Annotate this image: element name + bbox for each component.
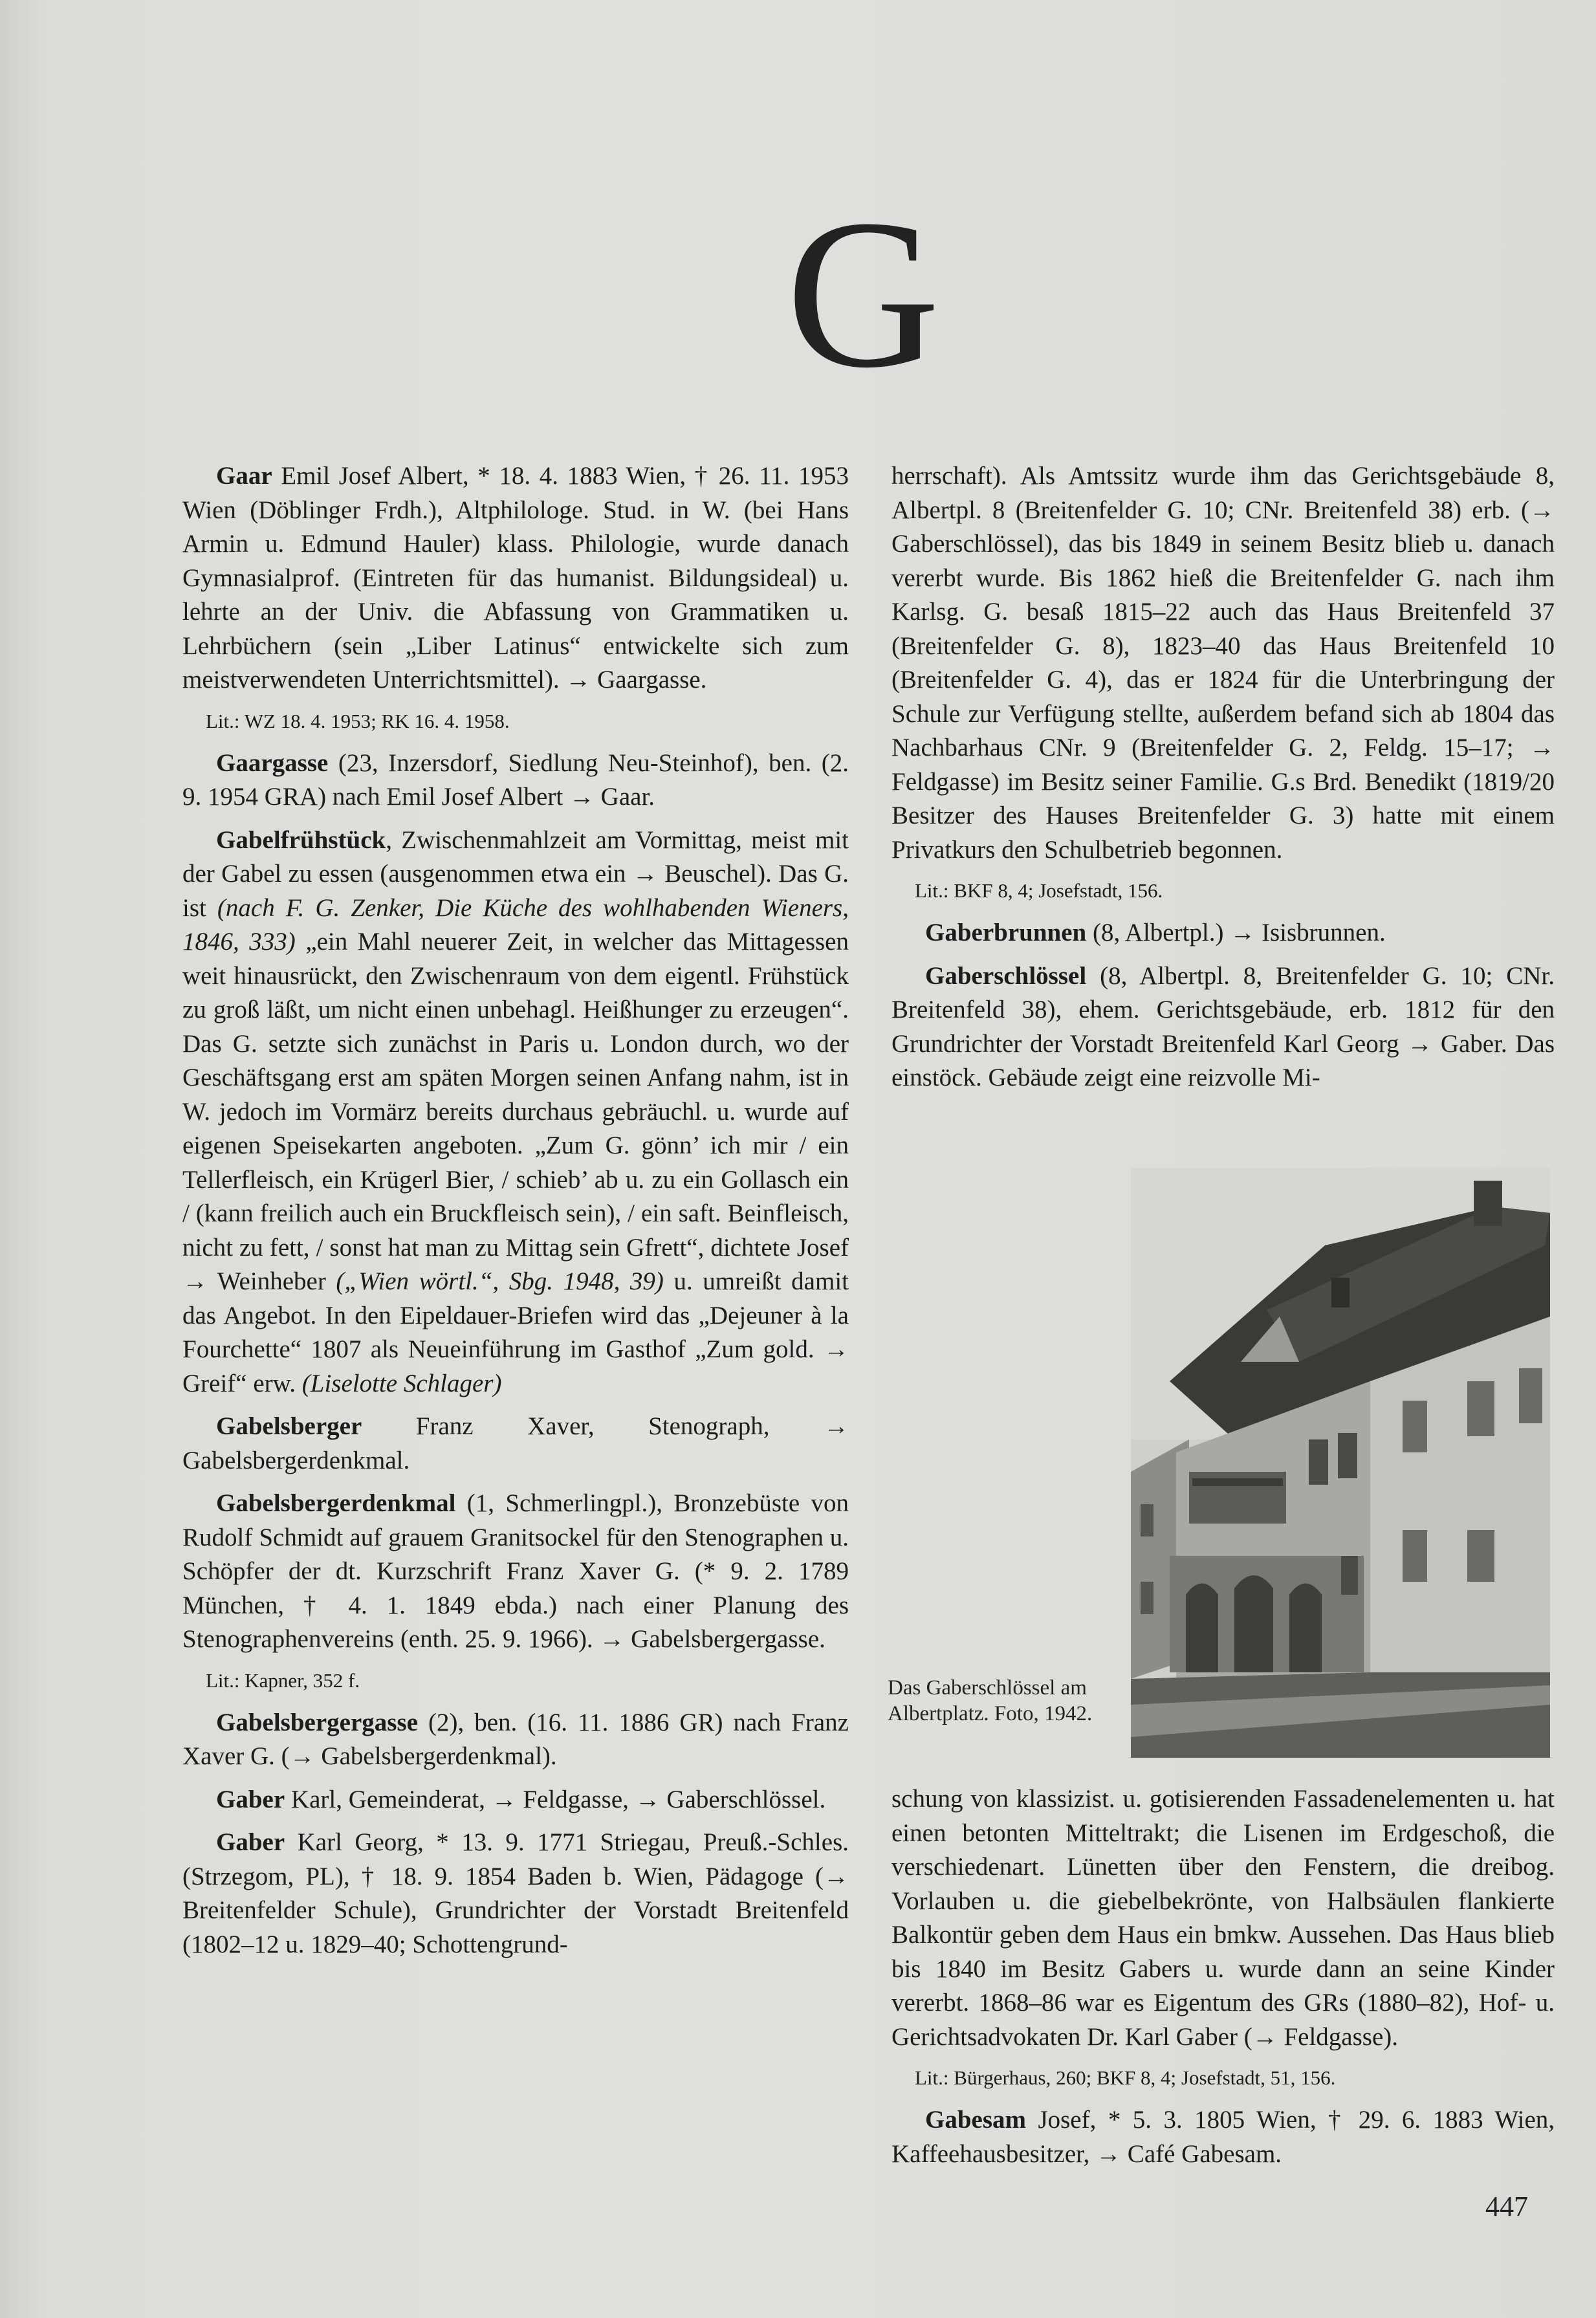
headword: Gaar [216,462,272,490]
figure-caption: Das Gaberschlössel am Albertplatz. Foto, 1942. [888,1676,1093,1725]
entry-gabelfruehstueck [182,824,849,1401]
entry-text: (23, Inzersdorf, Siedlung Neu-Steinhof), ben. (2. 9. 1954 GRA) nach Emil Josef Albert → Gaar. [182,749,849,811]
headword: Gaber [216,1828,285,1856]
entry-gaberbrunnen [891,916,1555,950]
entry-text: Karl Georg, * 13. 9. 1771 Striegau, Preuß.-Schles. (Strzegom, PL), † 18. 9. 1854 Baden b. Wien, Pädagoge (→ Breitenfelder Schule), Grundrichter der Vorstadt Breitenfeld (1802–12 u. 1829–40; Schottengrund- [182,1828,849,1958]
section-letter: G [786,176,941,412]
citation: („Wien wörtl.“, Sbg. 1948, 39) [336,1267,664,1295]
right-column-bottom [891,1782,1555,2180]
headword: Gabelsbergergasse [216,1708,418,1736]
citation: (nach F. G. Zenker, Die Küche des wohlhabenden Wieners, 1846, 333) [182,893,849,956]
entry-gaber-karl-georg [182,1826,849,1962]
entry-text: (8, Albertpl.) → Isisbrunnen. [1086,919,1386,946]
entry-text: Franz Xaver, Stenograph, → Gabelsbergerdenkmal. [182,1412,849,1474]
entry-text: Josef, * 5. 3. 1805 Wien, † 29. 6. 1883 Wien, Kaffeehausbesitzer, → Café Gabesam. [891,2106,1555,2168]
page-number: 447 [1485,2191,1528,2222]
headword: Gabesam [925,2106,1026,2134]
left-column [182,459,849,1971]
entry-gabelsbergerdenkmal [182,1487,849,1657]
headword: Gaberschlössel [925,961,1087,990]
headword: Gabelsberger [216,1412,362,1440]
headword: Gabelfrühstück [216,826,386,854]
entry-gabelsbergergasse [182,1706,849,1774]
entry-text: Karl, Gemeinderat, → Feldgasse, → Gaberschlössel. [285,1785,826,1813]
literature-note: Lit.: Bürgerhaus, 260; BKF 8, 4; Josefstadt, 51, 156. [915,2066,1336,2089]
gaberschloessel-photo [1131,1168,1550,1758]
entry-gabesam [891,2103,1555,2171]
entry-text: (8, Albertpl. 8, Breitenfelder G. 10; CNr. Breitenfeld 38), ehem. Gerichtsgebäude, erb. 1812 für den Grundrichter der Vorstadt Breitenfeld Karl Georg → Gaber. Das einstöck. Gebäude zeigt eine reizvolle Mi- [891,961,1555,1091]
headword: Gaber [216,1785,285,1813]
headword: Gaberbrunnen [925,919,1087,946]
entry-text: , Zwischenmahlzeit am Vormittag, meist mit der Gabel zu essen (ausgenommen etwa ein → Beuschel). Das G. ist [182,826,849,922]
building-illustration [1131,1168,1550,1758]
headword: Gaargasse [216,749,329,777]
entry-gaber-karl [182,1783,849,1817]
literature-note: Lit.: WZ 18. 4. 1953; RK 16. 4. 1958. [206,709,510,732]
entry-text: (1, Schmerlingpl.), Bronzebüste von Rudolf Schmidt auf grauem Granitsockel für den Stenographen u. Schöpfer der dt. Kurzschrift Franz Xaver G. (* 9. 2. 1789 München, † 4. 1. 1849 ebda.) nach einer Planung des Stenographenvereins (enth. 25. 9. 1966). → Gabelsbergergasse. [182,1489,849,1653]
entry-text: „ein Mahl neuerer Zeit, in welcher das Mittagessen weit hinausrückt, den Zwischenraum von dem eigentl. Frühstück zu groß läßt, um nicht einen unbehagl. Heißhunger zu erzeugen“. Das G. setzte sich zunächst in Paris u. London durch, wo der Geschäftsgang erst am späten Morgen seinen Anfang nahm, ist in W. jedoch im Vormärz bereits durchaus gebräuchl. u. wurde auf eigenen Speisekarten angeboten. „Zum G. gönn’ ich mir / ein Tellerfleisch, ein Krügerl Bier, / schieb’ ab u. zu ein Gollasch ein / (kann freilich auch ein Bruckfleisch sein), / ein saft. Beinfleisch, nicht zu fett, / sonst hat man zu Mittag sein Gfrett“, dichtete Josef → Weinheber [182,928,849,1295]
entry-continuation: schung von klassizist. u. gotisierenden Fassadenelementen u. hat einen betonten Mitteltrakt; die Lisenen im Erdgeschoß, die verschiedenart. Lünetten über den Fenstern, die dreibog. Vorlauben u. die giebelbekrönte, von Halbsäulen flankierte Balkontür geben dem Haus ein bmkw. Aussehen. Das Haus blieb bis 1840 im Besitz Gabers u. wurde dann an seine Kinder vererbt. 1868–86 war es Eigentum des GRs (1880–82), Hof- u. Gerichtsadvokaten Dr. Karl Gaber (→ Feldgasse). [891,1785,1555,2051]
right-column-top [891,459,1555,1104]
entry-text: Emil Josef Albert, * 18. 4. 1883 Wien, † 26. 11. 1953 Wien (Döblinger Frdh.), Altphilologe. Stud. in W. (bei Hans Armin u. Edmund Hauler) klass. Philologie, wurde danach Gymnasialprof. (Eintreten für das humanist. Bildungsideal) u. lehrte an der Univ. die Abfassung von Grammatiken u. Lehrbüchern (sein „Liber Latinus“ entwickelte sich zum meistverwendeten Unterrichtsmittel). → Gaargasse. [182,462,849,694]
entry-gaar [182,459,849,697]
show-through-texture [194,139,841,411]
entry-continuation: herrschaft). Als Amtssitz wurde ihm das Gerichtsgebäude 8, Albertpl. 8 (Breitenfelder G. 10; CNr. Breitenfeld 38) erb. (→ Gaberschlössel), das bis 1849 in seinem Besitz blieb u. danach vererbt wurde. Bis 1862 hieß die Breitenfelder G. nach ihm Karlsg. G. besaß 1815–22 auch das Haus Breitenfeld 37 (Breitenfelder G. 8), 1823–40 das Haus Breitenfeld 10 (Breitenfelder G. 4), das er 1824 für die Unterbringung der Schule zur Verfügung stellte, außerdem befand sich ab 1804 das Nachbarhaus CNr. 9 (Breitenfelder G. 2, Feldg. 15–17; → Feldgasse) im Besitz seiner Familie. G.s Brd. Benedikt (1819/20 Besitzer des Hauses Breitenfelder G. 3) hatte mit einem Privatkurs den Schulbetrieb begonnen. [891,462,1555,864]
literature-note: Lit.: Kapner, 352 f. [206,1668,360,1692]
literature-note: Lit.: BKF 8, 4; Josefstadt, 156. [915,879,1163,902]
entry-gaberschloessel [891,959,1555,1095]
entry-text: u. umreißt damit das Angebot. In den Eipeldauer-Briefen wird das „Dejeuner à la Fourchette“ 1807 als Neueinführung im Gasthof „Zum gold. → Greif“ erw. [182,1267,849,1397]
entry-gabelsberger [182,1410,849,1478]
headword: Gabelsbergerdenkmal [216,1489,456,1517]
entry-gaargasse [182,747,849,815]
author-credit: (Liselotte Schlager) [301,1369,502,1397]
entry-text: (2), ben. (16. 11. 1886 GR) nach Franz Xaver G. (→ Gabelsbergerdenkmal). [182,1708,849,1770]
show-through-texture [899,155,1546,427]
